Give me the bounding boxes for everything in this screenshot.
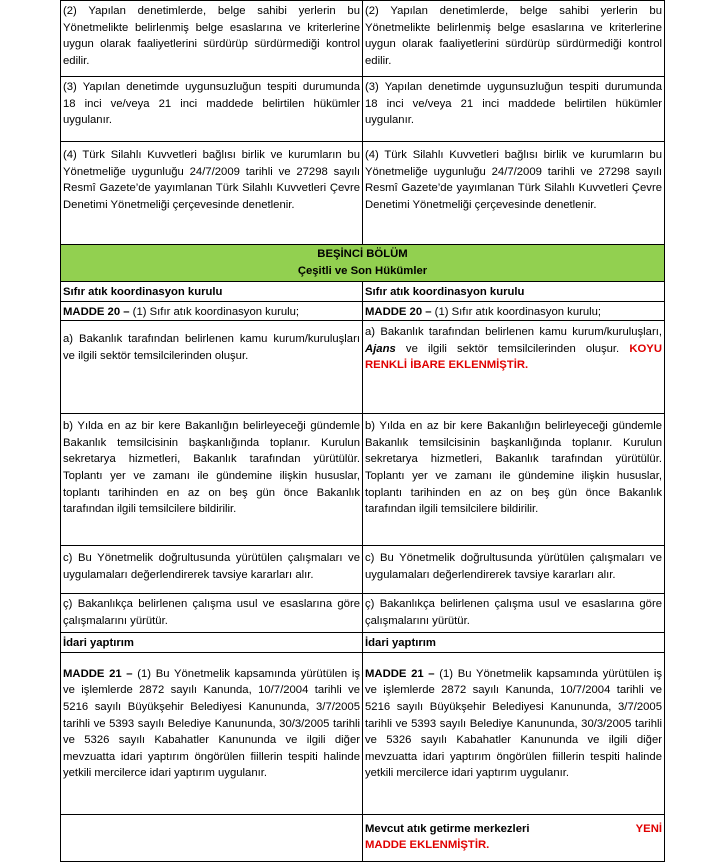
paragraph: (4) Türk Silahlı Kuvvetleri bağlısı birlik ve kurumların bu Yönetmeliğe uygunluğu 24/7/2009 tarihli ve 27298 sayılı Resmî Gazete’de yayımlanan Türk Silahlı Kuvvetleri Çevre Denetimi Yönetmeliği çerçevesinde denetlenir. xyxy=(63,149,360,211)
art20-ç-right xyxy=(363,594,665,633)
paragraph: (3) Yapılan denetimde uygunsuzluğun tespiti durumunda 18 inci ve/veya 21 inci maddede belirtilen hükümler uygulanır. xyxy=(365,81,662,127)
paragraph: (3) Yapılan denetimde uygunsuzluğun tespiti durumunda 18 inci ve/veya 21 inci maddede belirtilen hükümler uygulanır. xyxy=(63,81,360,127)
paragraph: ç) Bakanlıkça belirlenen çalışma usul ve esaslarına göre çalışmalarını yürütür. xyxy=(365,598,662,627)
art20-c-right xyxy=(363,546,665,594)
art21-body-left xyxy=(61,652,363,814)
madde-text: (1) Bu Yönetmelik kapsamında yürütülen iş ve işlemlerde 2872 sayılı Kanunda, 10/7/2004 tarihli ve 5216 sayılı Büyükşehir Belediyesi Kanununda, 3/7/2005 tarihli ve 5393 sayılı Belediye Kanununda, 30/3/2005 tarihli ve 5326 sayılı Kabahatler Kanununda ve ilgili diğer mevzuatta idari yaptırım öngörülen fiillerin tespiti halinde yetkili mercilerce idari yaptırım uygulanır. xyxy=(63,667,361,780)
table-row xyxy=(61,414,665,546)
section-title: BEŞİNCİ BÖLÜM xyxy=(317,248,408,260)
text-part: a) Bakanlık tarafından belirlenen kamu kurum/kuruluşları, xyxy=(365,326,662,339)
cell-left-art19-2 xyxy=(61,1,363,77)
table-row xyxy=(61,142,665,245)
comparison-document xyxy=(60,0,663,862)
art20-b-left xyxy=(61,414,363,546)
section-header xyxy=(61,245,665,282)
section-header-row xyxy=(61,245,665,282)
cell-right-art19-4 xyxy=(363,142,665,245)
cell-left-art19-4 xyxy=(61,142,363,245)
paragraph: ç) Bakanlıkça belirlenen çalışma usul ve esaslarına göre çalışmalarını yürütür. xyxy=(63,598,360,627)
new-note-2: MADDE EKLENMİŞTİR. xyxy=(365,839,490,852)
art20-a-right xyxy=(363,321,665,414)
table-row xyxy=(61,814,665,861)
cell-left-art19-3 xyxy=(61,77,363,142)
paragraph: a) Bakanlık tarafından belirlenen kamu kurum/kuruluşları ve ilgili sektör temsilcilerinden oluşur. xyxy=(63,333,360,362)
art21-body-right xyxy=(363,652,665,814)
last-left-empty xyxy=(61,814,363,861)
last-right xyxy=(363,814,665,861)
paragraph xyxy=(365,324,662,374)
table-row xyxy=(61,1,665,77)
art21-heading-left: İdari yaptırım xyxy=(61,633,363,653)
art20-heading-left: Sıfır atık koordinasyon kurulu xyxy=(61,282,363,302)
comparison-table xyxy=(60,0,665,862)
art20-intro-right xyxy=(363,301,665,321)
table-row xyxy=(61,594,665,633)
paragraph xyxy=(365,666,662,782)
madde-text: (1) Sıfır atık koordinasyon kurulu; xyxy=(129,305,300,318)
art21-heading-right: İdari yaptırım xyxy=(363,633,665,653)
paragraph: b) Yılda en az bir kere Bakanlığın belirleyeceği gündemle Bakanlık temsilcisinin başkanlığında toplanır. Kurulun sekretarya hizmetleri, Bakanlık tarafından yürütülür. Toplantı yer ve zamanı ile gündemine ilişkin hususlar, toplantı tarihinden en az on beş gün önce Bakanlık tarafından ilgili temsilcilere bildirilir. xyxy=(365,420,662,516)
art20-a-left xyxy=(61,321,363,414)
table-row xyxy=(61,633,665,653)
table-row xyxy=(61,652,665,814)
last-heading-line xyxy=(365,821,662,838)
art20-b-right xyxy=(363,414,665,546)
madde-text: (1) Sıfır atık koordinasyon kurulu; xyxy=(431,305,602,318)
cell-right-art19-3 xyxy=(363,77,665,142)
section-subtitle: Çeşitli ve Son Hükümler xyxy=(297,265,428,277)
table-row xyxy=(61,282,665,302)
ajans-term: Ajans xyxy=(365,342,396,355)
art20-intro-left xyxy=(61,301,363,321)
table-row xyxy=(61,546,665,594)
table-row xyxy=(61,77,665,142)
table-row xyxy=(61,301,665,321)
art20-c-left xyxy=(61,546,363,594)
madde-label: MADDE 21 – xyxy=(365,667,435,680)
madde-label: MADDE 21 – xyxy=(63,667,133,680)
paragraph xyxy=(63,666,360,782)
art20-heading-right: Sıfır atık koordinasyon kurulu xyxy=(363,282,665,302)
new-note-1: YENİ xyxy=(635,822,662,835)
paragraph: (2) Yapılan denetimlerde, belge sahibi yerlerin bu Yönetmelikte belirlenmiş belge esaslarına ve kriterlerine uygun olarak faaliyetlerini sürdürüp sürdürmediği kontrol edilir. xyxy=(63,5,360,67)
amendment-note: KOYU RENKLİ İBARE EKLENMİŞTİR. xyxy=(365,342,662,372)
paragraph: c) Bu Yönetmelik doğrultusunda yürütülen çalışmaları ve uygulamaları değerlendirerek tavsiye kararları alır. xyxy=(63,552,360,581)
table-row xyxy=(61,321,665,414)
last-heading: Mevcut atık getirme merkezleri xyxy=(365,822,530,835)
text-part: ve ilgili sektör temsilcilerinden oluşur. xyxy=(395,342,630,355)
madde-label: MADDE 20 – xyxy=(365,305,432,318)
paragraph: (4) Türk Silahlı Kuvvetleri bağlısı birlik ve kurumların bu Yönetmeliğe uygunluğu 24/7/2009 tarihli ve 27298 sayılı Resmî Gazete’de yayımlanan Türk Silahlı Kuvvetleri Çevre Denetimi Yönetmeliği çerçevesinde denetlenir. xyxy=(365,149,662,211)
paragraph: b) Yılda en az bir kere Bakanlığın belirleyeceği gündemle Bakanlık temsilcisinin başkanlığında toplanır. Kurulun sekretarya hizmetleri, Bakanlık tarafından yürütülür. Toplantı yer ve zamanı ile gündemine ilişkin hususlar, toplantı tarihinden en az on beş gün önce Bakanlık tarafından ilgili temsilcilere bildirilir. xyxy=(63,420,360,516)
madde-label: MADDE 20 – xyxy=(63,305,130,318)
cell-right-art19-2 xyxy=(363,1,665,77)
paragraph: (2) Yapılan denetimlerde, belge sahibi yerlerin bu Yönetmelikte belirlenmiş belge esaslarına ve kriterlerine uygun olarak faaliyetlerini sürdürüp sürdürmediği kontrol edilir. xyxy=(365,5,662,67)
art20-ç-left xyxy=(61,594,363,633)
paragraph: c) Bu Yönetmelik doğrultusunda yürütülen çalışmaları ve uygulamaları değerlendirerek tavsiye kararları alır. xyxy=(365,552,662,581)
madde-text: (1) Bu Yönetmelik kapsamında yürütülen iş ve işlemlerde 2872 sayılı Kanunda, 10/7/2004 tarihli ve 5216 sayılı Büyükşehir Belediyesi Kanununda, 3/7/2005 tarihli ve 5393 sayılı Belediye Kanununda, 30/3/2005 tarihli ve 5326 sayılı Kabahatler Kanununda ve ilgili diğer mevzuatta idari yaptırım öngörülen fiillerin tespiti halinde yetkili mercilerce idari yaptırım uygulanır. xyxy=(365,667,663,780)
